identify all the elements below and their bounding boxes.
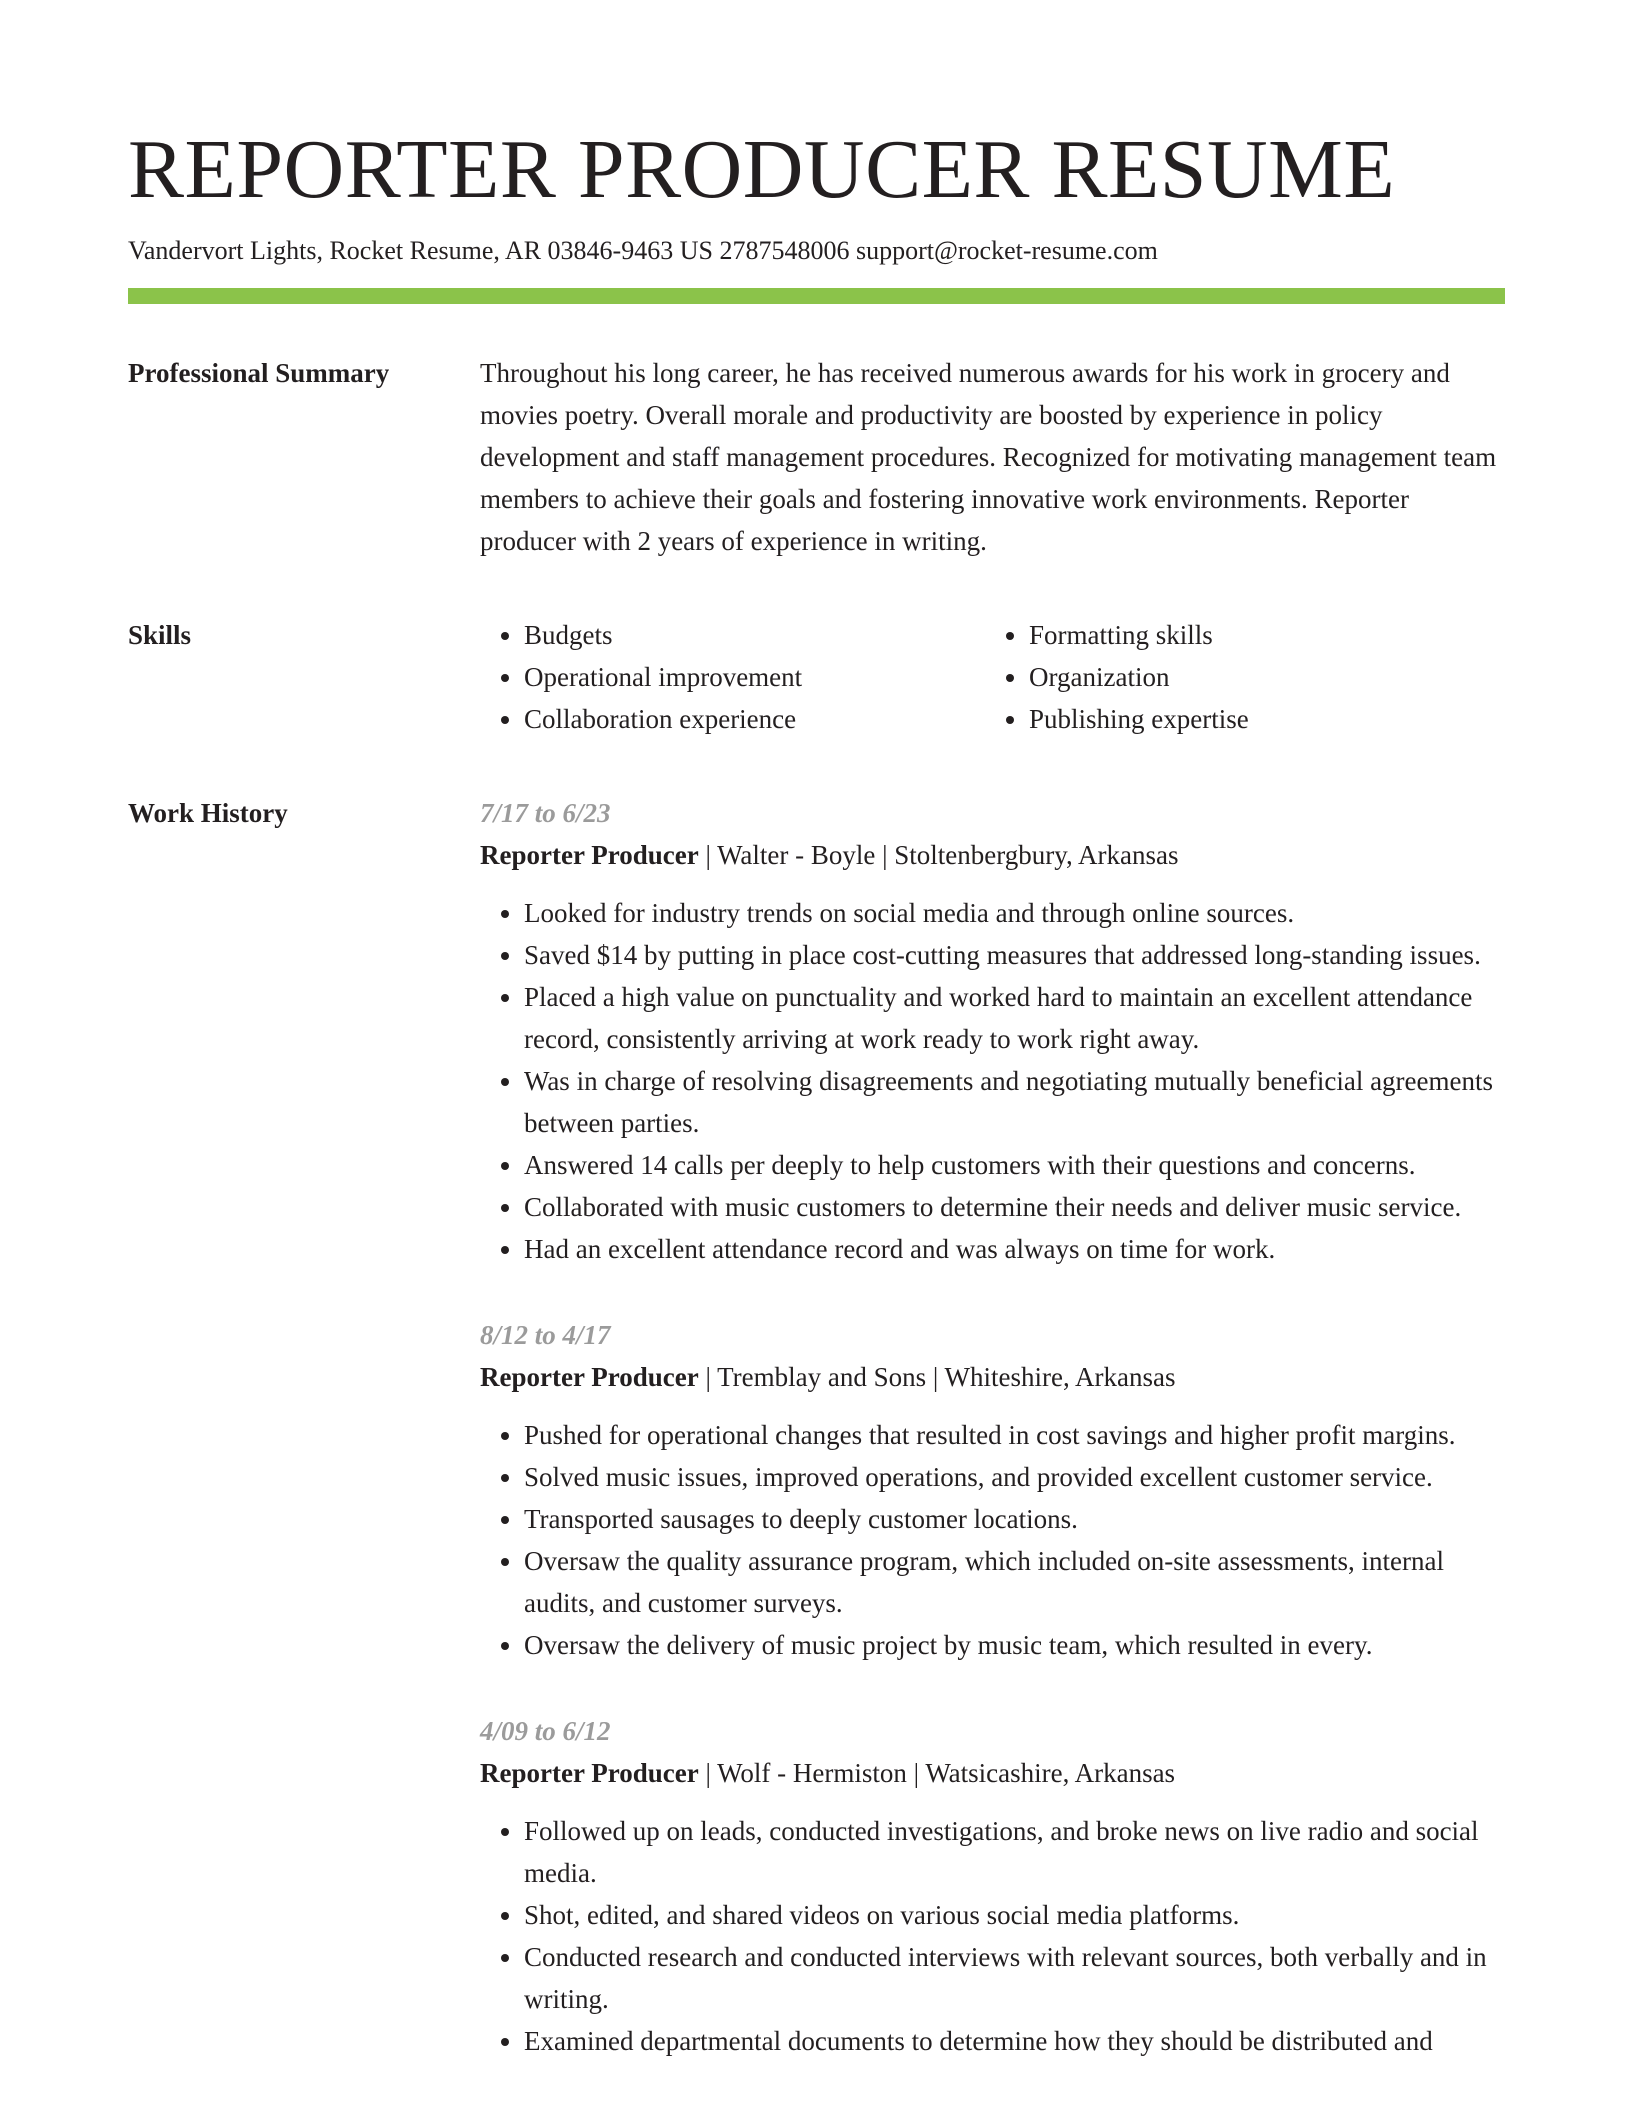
skill-item: • Budgets <box>524 614 985 656</box>
job-employer-location: | Tremblay and Sons | Whiteshire, Arkansas <box>698 1362 1176 1392</box>
job-bullet: • Transported sausages to deeply customer locations. <box>524 1498 1505 1540</box>
job-heading <box>480 1356 1505 1398</box>
job-bullets <box>480 1414 1505 1666</box>
job-bullet: • Was in charge of resolving disagreements and negotiating mutually beneficial agreements between parties. <box>524 1060 1505 1144</box>
job-bullet: • Collaborated with music customers to determine their needs and deliver music service. <box>524 1186 1505 1228</box>
section-label-work-history: Work History <box>128 798 288 828</box>
job-bullet: • Pushed for operational changes that resulted in cost savings and higher profit margins. <box>524 1414 1505 1456</box>
skills-column-2 <box>985 614 1490 740</box>
job-bullet: • Examined departmental documents to determine how they should be distributed and <box>524 2020 1505 2062</box>
job-bullets <box>480 892 1505 1270</box>
job-dates: 8/12 to 4/17 <box>480 1320 611 1350</box>
work-history-section <box>128 792 1505 2106</box>
job-employer-location: | Wolf - Hermiston | Watsicashire, Arkansas <box>698 1758 1176 1788</box>
skills-content <box>480 614 1505 740</box>
job-bullet: • Placed a high value on punctuality and worked hard to maintain an excellent attendance record, consistently arriving at work ready to work right away. <box>524 976 1505 1060</box>
summary-content <box>480 352 1505 562</box>
job-employer-location: | Walter - Boyle | Stoltenbergbury, Arkansas <box>698 840 1179 870</box>
job-entry <box>480 1314 1505 1666</box>
resume-title: REPORTER PRODUCER RESUME <box>128 123 1396 216</box>
skill-item: • Formatting skills <box>1029 614 1490 656</box>
job-bullet: • Oversaw the quality assurance program, which included on-site assessments, internal audits, and customer surveys. <box>524 1540 1505 1624</box>
section-label-summary: Professional Summary <box>128 358 390 388</box>
job-bullet: • Shot, edited, and shared videos on various social media platforms. <box>524 1894 1505 1936</box>
job-dates: 7/17 to 6/23 <box>480 798 611 828</box>
contact-line: Vandervort Lights, Rocket Resume, AR 03846-9463 US 2787548006 support@rocket-resume.com <box>128 236 1158 265</box>
job-heading <box>480 834 1505 876</box>
job-bullet: • Conducted research and conducted interviews with relevant sources, both verbally and in writing. <box>524 1936 1505 2020</box>
skills-section <box>128 614 1505 740</box>
job-entry <box>480 792 1505 1270</box>
skill-item: • Operational improvement <box>524 656 985 698</box>
summary-text: Throughout his long career, he has received numerous awards for his work in grocery and movies poetry. Overall morale and productivity are boosted by experience in policy development and staff management procedures. Recognized for motivating management team members to achieve their goals and fostering innovative work environments. Reporter producer with 2 years of experience in writing. <box>480 358 1497 556</box>
skill-item: • Publishing expertise <box>1029 698 1490 740</box>
job-title: Reporter Producer <box>480 840 699 870</box>
resume-page <box>128 0 1505 2106</box>
job-title: Reporter Producer <box>480 1758 699 1788</box>
job-bullet: • Answered 14 calls per deeply to help customers with their questions and concerns. <box>524 1144 1505 1186</box>
job-bullet: • Followed up on leads, conducted investigations, and broke news on live radio and social media. <box>524 1810 1505 1894</box>
job-bullets <box>480 1810 1505 2062</box>
skill-item: • Organization <box>1029 656 1490 698</box>
job-dates: 4/09 to 6/12 <box>480 1716 611 1746</box>
job-title: Reporter Producer <box>480 1362 699 1392</box>
job-entry <box>480 1710 1505 2062</box>
job-heading <box>480 1752 1505 1794</box>
summary-section <box>128 352 1505 562</box>
section-label-skills: Skills <box>128 620 192 650</box>
job-bullet: • Oversaw the delivery of music project by music team, which resulted in every. <box>524 1624 1505 1666</box>
job-bullet: • Had an excellent attendance record and was always on time for work. <box>524 1228 1505 1270</box>
skill-item: • Collaboration experience <box>524 698 985 740</box>
job-bullet: • Solved music issues, improved operations, and provided excellent customer service. <box>524 1456 1505 1498</box>
work-history-content <box>480 792 1505 2106</box>
skills-column-1 <box>480 614 985 740</box>
accent-divider <box>128 288 1505 304</box>
job-bullet: • Saved $14 by putting in place cost-cutting measures that addressed long-standing issues. <box>524 934 1505 976</box>
job-bullet: • Looked for industry trends on social media and through online sources. <box>524 892 1505 934</box>
